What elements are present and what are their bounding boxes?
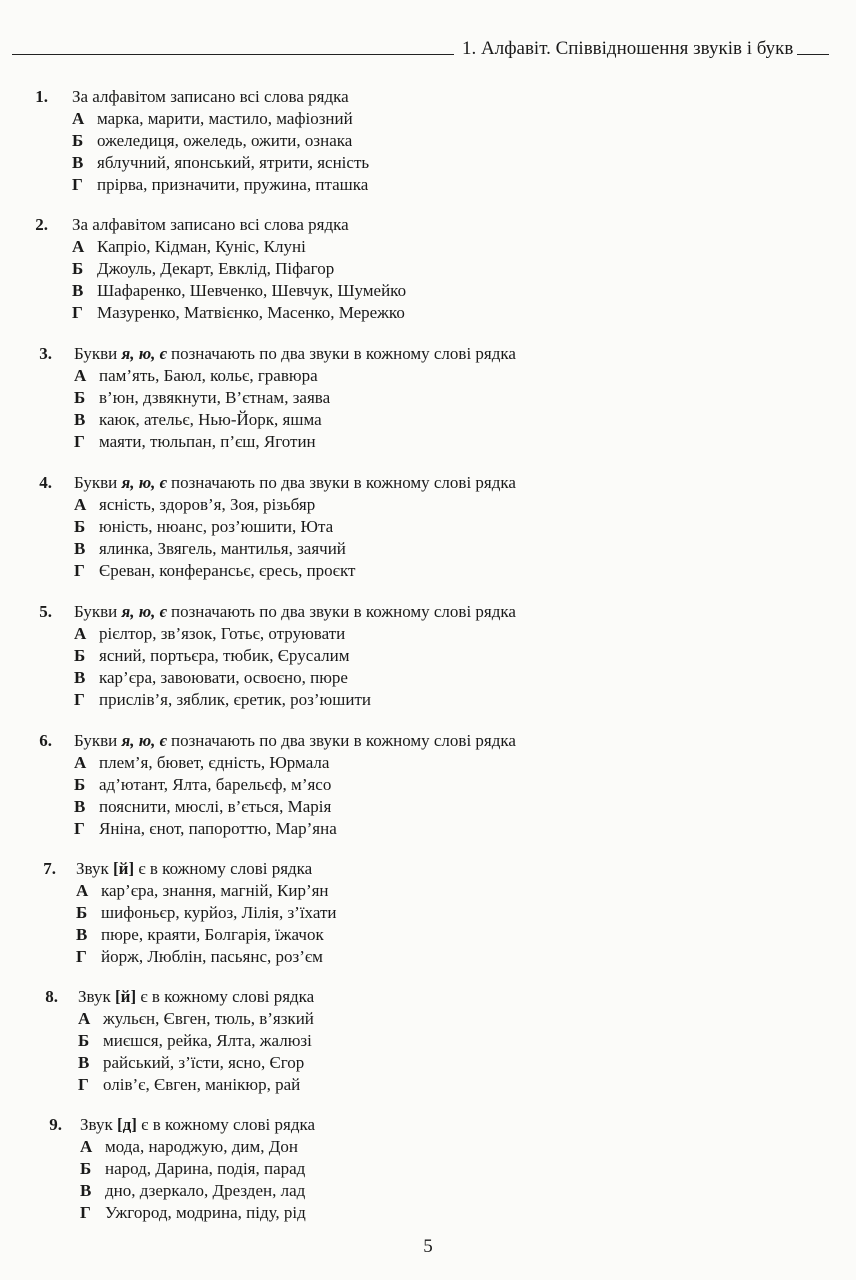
header-rule-left — [12, 54, 454, 55]
option-h[interactable]: Г йорж, Люблін, пасьянс, роз’єм — [76, 947, 323, 966]
question-prompt: Букви я, ю, є позначають по два звуки в кожному слові рядка — [74, 473, 516, 492]
question-number: 7. — [43, 859, 56, 878]
option-a[interactable]: А рієлтор, зв’язок, Готьє, отруювати — [74, 624, 346, 643]
question-prompt: Букви я, ю, є позначають по два звуки в кожному слові рядка — [74, 344, 516, 363]
question-number: 4. — [39, 473, 52, 492]
option-a[interactable]: А марка, марити, мастило, мафіозний — [72, 109, 353, 128]
option-h[interactable]: Г прислів’я, зяблик, єретик, роз’юшити — [74, 690, 371, 709]
option-h[interactable]: Г Яніна, єнот, папороттю, Мар’яна — [74, 819, 337, 838]
question-prompt: Звук [й] є в кожному слові рядка — [76, 859, 313, 878]
option-h[interactable]: Г прірва, призначити, пружина, пташка — [72, 175, 369, 194]
option-b[interactable]: Б ожеледиця, ожеледь, ожити, ознака — [72, 131, 353, 150]
answer-options — [74, 623, 371, 711]
option-a[interactable]: А пам’ять, Баюл, кольє, гравюра — [74, 366, 318, 385]
question-number: 3. — [39, 344, 52, 363]
option-b[interactable]: Б народ, Дарина, подія, парад — [80, 1159, 306, 1178]
question-prompt: Букви я, ю, є позначають по два звуки в кожному слові рядка — [74, 731, 516, 750]
question-number: 6. — [39, 731, 52, 750]
option-a[interactable]: А кар’єра, знання, магній, Кир’ян — [76, 881, 329, 900]
question-prompt: Звук [д] є в кожному слові рядка — [80, 1115, 316, 1134]
option-a[interactable]: А ясність, здоров’я, Зоя, різьбяр — [74, 495, 316, 514]
option-a[interactable]: А жульєн, Євген, тюль, в’язкий — [78, 1009, 314, 1028]
option-b[interactable]: Б в’юн, дзвякнути, В’єтнам, заява — [74, 388, 331, 407]
question-number: 2. — [35, 215, 48, 234]
option-b[interactable]: Б шифоньєр, курйоз, Лілія, з’їхати — [76, 903, 337, 922]
answer-options — [80, 1136, 306, 1224]
option-v[interactable]: В яблучний, японський, ятрити, ясність — [72, 153, 370, 172]
option-v[interactable]: В ялинка, Звягель, мантилья, заячий — [74, 539, 346, 558]
option-v[interactable]: В пюре, краяти, Болгарія, їжачок — [76, 925, 324, 944]
question-prompt: За алфавітом записано всі слова рядка — [72, 215, 349, 234]
option-a[interactable]: А плем’я, бювет, єдність, Юрмала — [74, 753, 330, 772]
answer-options — [72, 236, 406, 324]
question-number: 8. — [45, 987, 58, 1006]
question-number: 1. — [35, 87, 48, 106]
option-h[interactable]: Г Мазуренко, Матвієнко, Масенко, Мережко — [72, 303, 405, 322]
option-b[interactable]: Б юність, нюанс, роз’юшити, Юта — [74, 517, 334, 536]
answer-options — [74, 494, 355, 582]
option-a[interactable]: А мода, народжую, дим, Дон — [80, 1137, 298, 1156]
option-v[interactable]: В дно, дзеркало, Дрезден, лад — [80, 1181, 306, 1200]
option-v[interactable]: В Шафаренко, Шевченко, Шевчук, Шумейко — [72, 281, 407, 300]
question-number: 5. — [39, 602, 52, 621]
page-number: 5 — [423, 1236, 433, 1257]
section-title: 1. Алфавіт. Співвідношення звуків і букв — [462, 38, 794, 59]
option-h[interactable]: Г маяти, тюльпан, п’єш, Яготин — [74, 432, 316, 451]
option-v[interactable]: В каюк, ательє, Нью-Йорк, яшма — [74, 410, 322, 429]
option-a[interactable]: А Капріо, Кідман, Куніс, Клуні — [72, 237, 306, 256]
option-v[interactable]: В райський, з’їсти, ясно, Єгор — [78, 1053, 305, 1072]
option-b[interactable]: Б Джоуль, Декарт, Евклід, Піфагор — [72, 259, 335, 278]
question-prompt: Букви я, ю, є позначають по два звуки в кожному слові рядка — [74, 602, 516, 621]
option-h[interactable]: Г олів’є, Євген, манікюр, рай — [78, 1075, 301, 1094]
option-v[interactable]: В кар’єра, завоювати, освоєно, пюре — [74, 668, 348, 687]
option-h[interactable]: Г Єреван, конферансьє, єресь, проєкт — [74, 561, 356, 580]
question-prompt: За алфавітом записано всі слова рядка — [72, 87, 349, 106]
answer-options — [78, 1008, 314, 1096]
question-number: 9. — [49, 1115, 62, 1134]
option-b[interactable]: Б ад’ютант, Ялта, барельєф, м’ясо — [74, 775, 332, 794]
answer-options — [76, 880, 336, 968]
option-b[interactable]: Б ясний, портьєра, тюбик, Єрусалим — [74, 646, 350, 665]
running-header — [0, 36, 856, 66]
answer-options — [72, 108, 369, 196]
option-h[interactable]: Г Ужгород, модрина, піду, рід — [80, 1203, 306, 1222]
answer-options — [74, 752, 337, 840]
header-rule-right — [797, 54, 829, 55]
answer-options — [74, 365, 330, 453]
question-prompt: Звук [й] є в кожному слові рядка — [78, 987, 315, 1006]
option-v[interactable]: В пояснити, мюслі, в’ється, Марія — [74, 797, 332, 816]
option-b[interactable]: Б миєшся, рейка, Ялта, жалюзі — [78, 1031, 312, 1050]
